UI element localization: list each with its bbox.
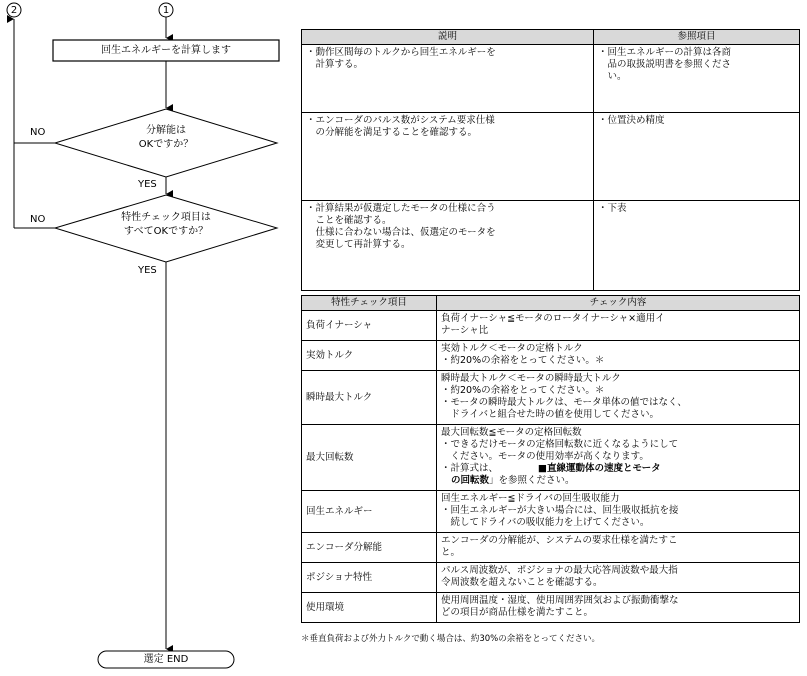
- desc-text: ・計算結果が仮選定したモータの仕様に合う: [306, 203, 496, 214]
- check-text: 瞬時最大トルク＜モータの瞬時最大トルク: [441, 373, 621, 384]
- connector-left-label: 2: [10, 5, 18, 16]
- check-item: 最大回転数: [302, 425, 437, 491]
- table-row: [302, 371, 800, 425]
- check-text: 令周波数を超えないことを確認する。: [441, 577, 603, 588]
- check-text: 負荷イナーシャ≦モータのロータイナーシャ×適用イ: [441, 313, 665, 324]
- check-table: [301, 295, 800, 623]
- table-row: [302, 491, 800, 533]
- description-table: [301, 29, 800, 291]
- check-text: ・モータの瞬時最大トルクは、モータ単体の値ではなく、: [441, 397, 687, 408]
- check-item-header: 特性チェック項目: [302, 296, 437, 311]
- check-text: ください。モータの使用効率が高くなります。: [441, 451, 649, 462]
- table-row: [302, 201, 800, 291]
- check-text: ・約20%の余裕をとってください。＊: [441, 355, 605, 366]
- check-text: ・約20%の余裕をとってください。＊: [441, 385, 605, 396]
- check-text: 回生エネルギー≦ドライバの回生吸収能力: [441, 493, 620, 504]
- check-text: 使用周囲温度・湿度、使用周囲雰囲気および振動衝撃な: [441, 595, 679, 606]
- check-text: ・計算式は、: [441, 463, 499, 474]
- desc-text: ・動作区間毎のトルクから回生エネルギーを: [306, 47, 496, 58]
- desc-text: ・エンコーダのパルス数がシステム要求仕様: [306, 115, 495, 126]
- check-item: ポジショナ特性: [302, 563, 437, 593]
- end-label: 選定 END: [143, 654, 189, 665]
- check-text: 実効トルク＜モータの定格トルク: [441, 343, 583, 354]
- ref-header: 参照項目: [594, 30, 800, 45]
- check-text: パルス周波数が、ポジショナの最大応答周波数や最大指: [441, 565, 678, 576]
- check-item: 実効トルク: [302, 341, 437, 371]
- check-text: ドライバと組合せた時の値を使用してください。: [441, 409, 660, 420]
- desc-text: 仕様に合わない場合は、仮選定のモータを: [306, 227, 496, 238]
- desc-text: 変更して再計算する。: [306, 239, 411, 250]
- no-label-2: NO: [30, 214, 46, 225]
- check-item: 回生エネルギー: [302, 491, 437, 533]
- check-item: 瞬時最大トルク: [302, 371, 437, 425]
- ref-text: い。: [598, 71, 627, 82]
- check-content-header: チェック内容: [437, 296, 800, 311]
- check-text: エンコーダの分解能が、システムの要求仕様を満たすこ: [441, 535, 678, 546]
- check-text-bold: ■直線運動体の速度とモータ: [538, 463, 661, 474]
- table-row: [302, 311, 800, 341]
- check-text: 最大回転数≦モータの定格回転数: [441, 427, 582, 438]
- desc-text: の分解能を満足することを確認する。: [306, 127, 478, 138]
- table-row: [302, 45, 800, 113]
- check-item: 使用環境: [302, 593, 437, 623]
- decision2-line1: 特性チェック項目は: [121, 212, 211, 223]
- ref-text: ・下表: [598, 203, 627, 214]
- check-text: と。: [441, 547, 461, 558]
- desc-header: 説明: [302, 30, 594, 45]
- desc-text: 計算する。: [306, 59, 364, 70]
- footnote: ＊垂直負荷および外力トルクで動く場合は、約30%の余裕をとってください。: [301, 634, 601, 644]
- table-row: [302, 533, 800, 563]
- check-item: 負荷イナーシャ: [302, 311, 437, 341]
- table-row: [302, 425, 800, 491]
- check-text: ・回生エネルギーが大きい場合には、回生吸収抵抗を接: [441, 505, 679, 516]
- check-item: エンコーダ分解能: [302, 533, 437, 563]
- table-row: [302, 113, 800, 201]
- check-text: ・できるだけモータの定格回転数に近くなるようにして: [441, 439, 679, 450]
- decision1-line2: OKですか？: [138, 139, 194, 150]
- decision1-line1: 分解能は: [146, 125, 186, 136]
- ref-text: ・回生エネルギーの計算は各商: [598, 47, 732, 58]
- decision2-line2: すべてOKですか？: [123, 226, 209, 237]
- ref-text: 品の取扱説明書を参照くださ: [598, 59, 732, 70]
- connector-top-label: 1: [162, 5, 170, 16]
- check-text: どの項目が商品仕様を満たすこと。: [441, 607, 594, 618]
- check-text: ナーシャ比: [441, 325, 489, 336]
- desc-text: ことを確認する。: [306, 215, 392, 226]
- check-text: 続してドライバの吸収能力を上げてください。: [441, 517, 650, 528]
- check-text-bold: の回転数: [451, 475, 490, 486]
- ref-text: ・位置決め精度: [598, 115, 665, 126]
- yes-label-1: YES: [138, 179, 157, 190]
- calc-step-label: 回生エネルギーを計算します: [101, 45, 231, 56]
- table-row: [302, 341, 800, 371]
- yes-label-2: YES: [138, 265, 157, 276]
- table-row: [302, 563, 800, 593]
- no-label-1: NO: [30, 127, 46, 138]
- table-row: [302, 593, 800, 623]
- check-text: 」を参照ください。: [489, 475, 575, 486]
